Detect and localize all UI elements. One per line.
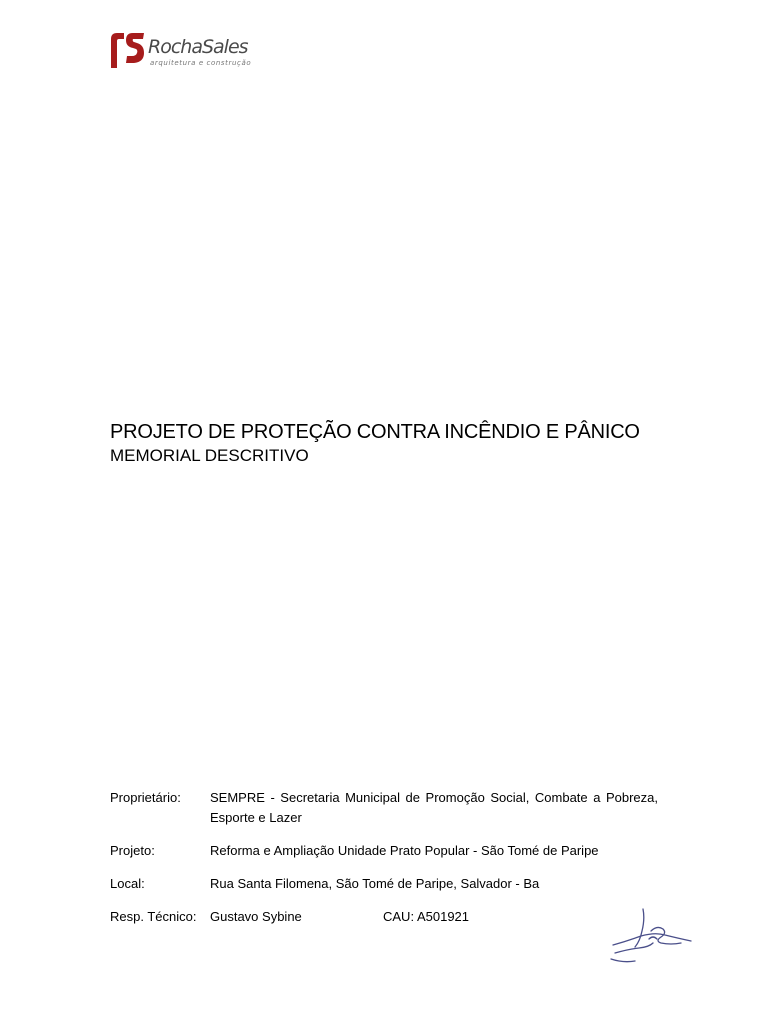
document-title: PROJETO DE PROTEÇÃO CONTRA INCÊNDIO E PÂNICO [110,421,640,443]
cau-number: CAU: A501921 [383,909,470,924]
project-label: Projeto: [110,843,155,858]
company-logo [108,30,258,70]
project-info [110,788,658,940]
project-value: Reforma e Ampliação Unidade Prato Popular - São Tomé de Paripe [210,843,599,858]
signature [605,905,700,967]
location-value: Rua Santa Filomena, São Tomé de Paripe, Salvador - Ba [210,876,540,891]
project-row [110,841,658,861]
location-label: Local: [110,876,145,891]
owner-value: SEMPRE - Secretaria Municipal de Promoção Social, Combate a Pobreza, Esporte e Lazer [210,790,658,825]
technician-name: Gustavo Sybine [210,909,302,924]
brand-tagline: arquitetura e construção [150,59,252,67]
handwritten-signature-icon [605,905,700,967]
owner-label: Proprietário: [110,790,181,805]
document-subtitle: MEMORIAL DESCRITIVO [110,446,309,465]
technician-value [210,907,658,927]
rs-logo-icon [108,30,148,70]
owner-row [110,788,658,828]
location-row [110,874,658,894]
title-block [110,419,670,467]
technician-row [110,907,658,927]
brand-name: RochaSales [148,36,248,58]
technician-label: Resp. Técnico: [110,909,197,924]
